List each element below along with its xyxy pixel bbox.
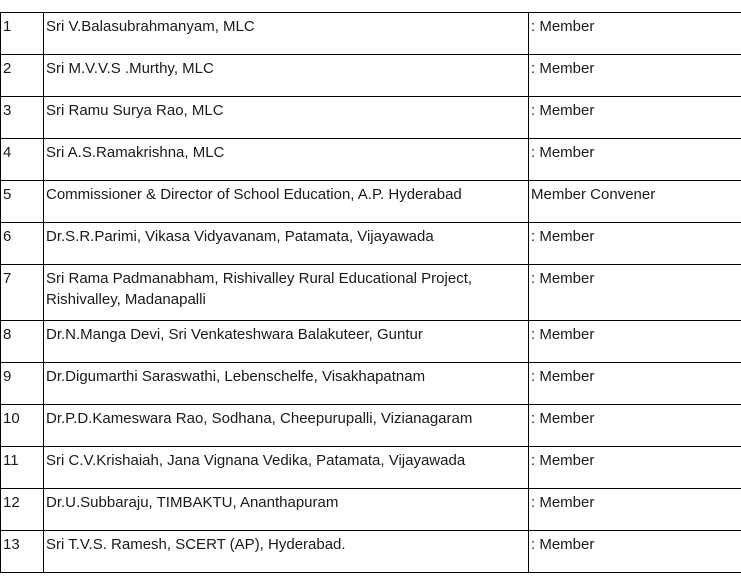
member-role: Member Convener bbox=[529, 181, 741, 223]
member-role: : Member bbox=[529, 97, 741, 139]
table-row bbox=[1, 181, 741, 223]
member-name: Dr.N.Manga Devi, Sri Venkateshwara Balakuteer, Guntur bbox=[44, 321, 529, 363]
member-name: Dr.U.Subbaraju, TIMBAKTU, Ananthapuram bbox=[44, 489, 529, 531]
table-row bbox=[1, 405, 741, 447]
member-name: Sri C.V.Krishaiah, Jana Vignana Vedika, Patamata, Vijayawada bbox=[44, 447, 529, 489]
member-role: : Member bbox=[529, 265, 741, 321]
member-name: Sri Rama Padmanabham, Rishivalley Rural Educational Project, Rishivalley, Madanapalli bbox=[44, 265, 529, 321]
member-name: Dr.S.R.Parimi, Vikasa Vidyavanam, Patamata, Vijayawada bbox=[44, 223, 529, 265]
serial-number: 11 bbox=[1, 447, 44, 489]
table-row bbox=[1, 55, 741, 97]
serial-number: 12 bbox=[1, 489, 44, 531]
member-name: Dr.Digumarthi Saraswathi, Lebenschelfe, Visakhapatnam bbox=[44, 363, 529, 405]
member-name: Sri A.S.Ramakrishna, MLC bbox=[44, 139, 529, 181]
table-row bbox=[1, 97, 741, 139]
member-name: Sri Ramu Surya Rao, MLC bbox=[44, 97, 529, 139]
table-row bbox=[1, 223, 741, 265]
table-row bbox=[1, 447, 741, 489]
member-role: : Member bbox=[529, 405, 741, 447]
member-role: : Member bbox=[529, 139, 741, 181]
table-row bbox=[1, 13, 741, 55]
member-role: : Member bbox=[529, 13, 741, 55]
member-role: : Member bbox=[529, 55, 741, 97]
serial-number: 2 bbox=[1, 55, 44, 97]
table-row bbox=[1, 265, 741, 321]
member-name: Dr.P.D.Kameswara Rao, Sodhana, Cheepurupalli, Vizianagaram bbox=[44, 405, 529, 447]
serial-number: 5 bbox=[1, 181, 44, 223]
table-row bbox=[1, 321, 741, 363]
serial-number: 7 bbox=[1, 265, 44, 321]
table-row bbox=[1, 363, 741, 405]
serial-number: 10 bbox=[1, 405, 44, 447]
member-name: Commissioner & Director of School Education, A.P. Hyderabad bbox=[44, 181, 529, 223]
table-row bbox=[1, 531, 741, 573]
serial-number: 13 bbox=[1, 531, 44, 573]
member-role: : Member bbox=[529, 363, 741, 405]
table-row bbox=[1, 489, 741, 531]
serial-number: 4 bbox=[1, 139, 44, 181]
member-role: : Member bbox=[529, 531, 741, 573]
table-row bbox=[1, 139, 741, 181]
member-name: Sri M.V.V.S .Murthy, MLC bbox=[44, 55, 529, 97]
member-name: Sri T.V.S. Ramesh, SCERT (AP), Hyderabad. bbox=[44, 531, 529, 573]
member-name: Sri V.Balasubrahmanyam, MLC bbox=[44, 13, 529, 55]
serial-number: 8 bbox=[1, 321, 44, 363]
serial-number: 1 bbox=[1, 13, 44, 55]
serial-number: 9 bbox=[1, 363, 44, 405]
member-role: : Member bbox=[529, 489, 741, 531]
member-role: : Member bbox=[529, 447, 741, 489]
members-table bbox=[0, 12, 741, 573]
member-role: : Member bbox=[529, 321, 741, 363]
serial-number: 6 bbox=[1, 223, 44, 265]
serial-number: 3 bbox=[1, 97, 44, 139]
member-role: : Member bbox=[529, 223, 741, 265]
